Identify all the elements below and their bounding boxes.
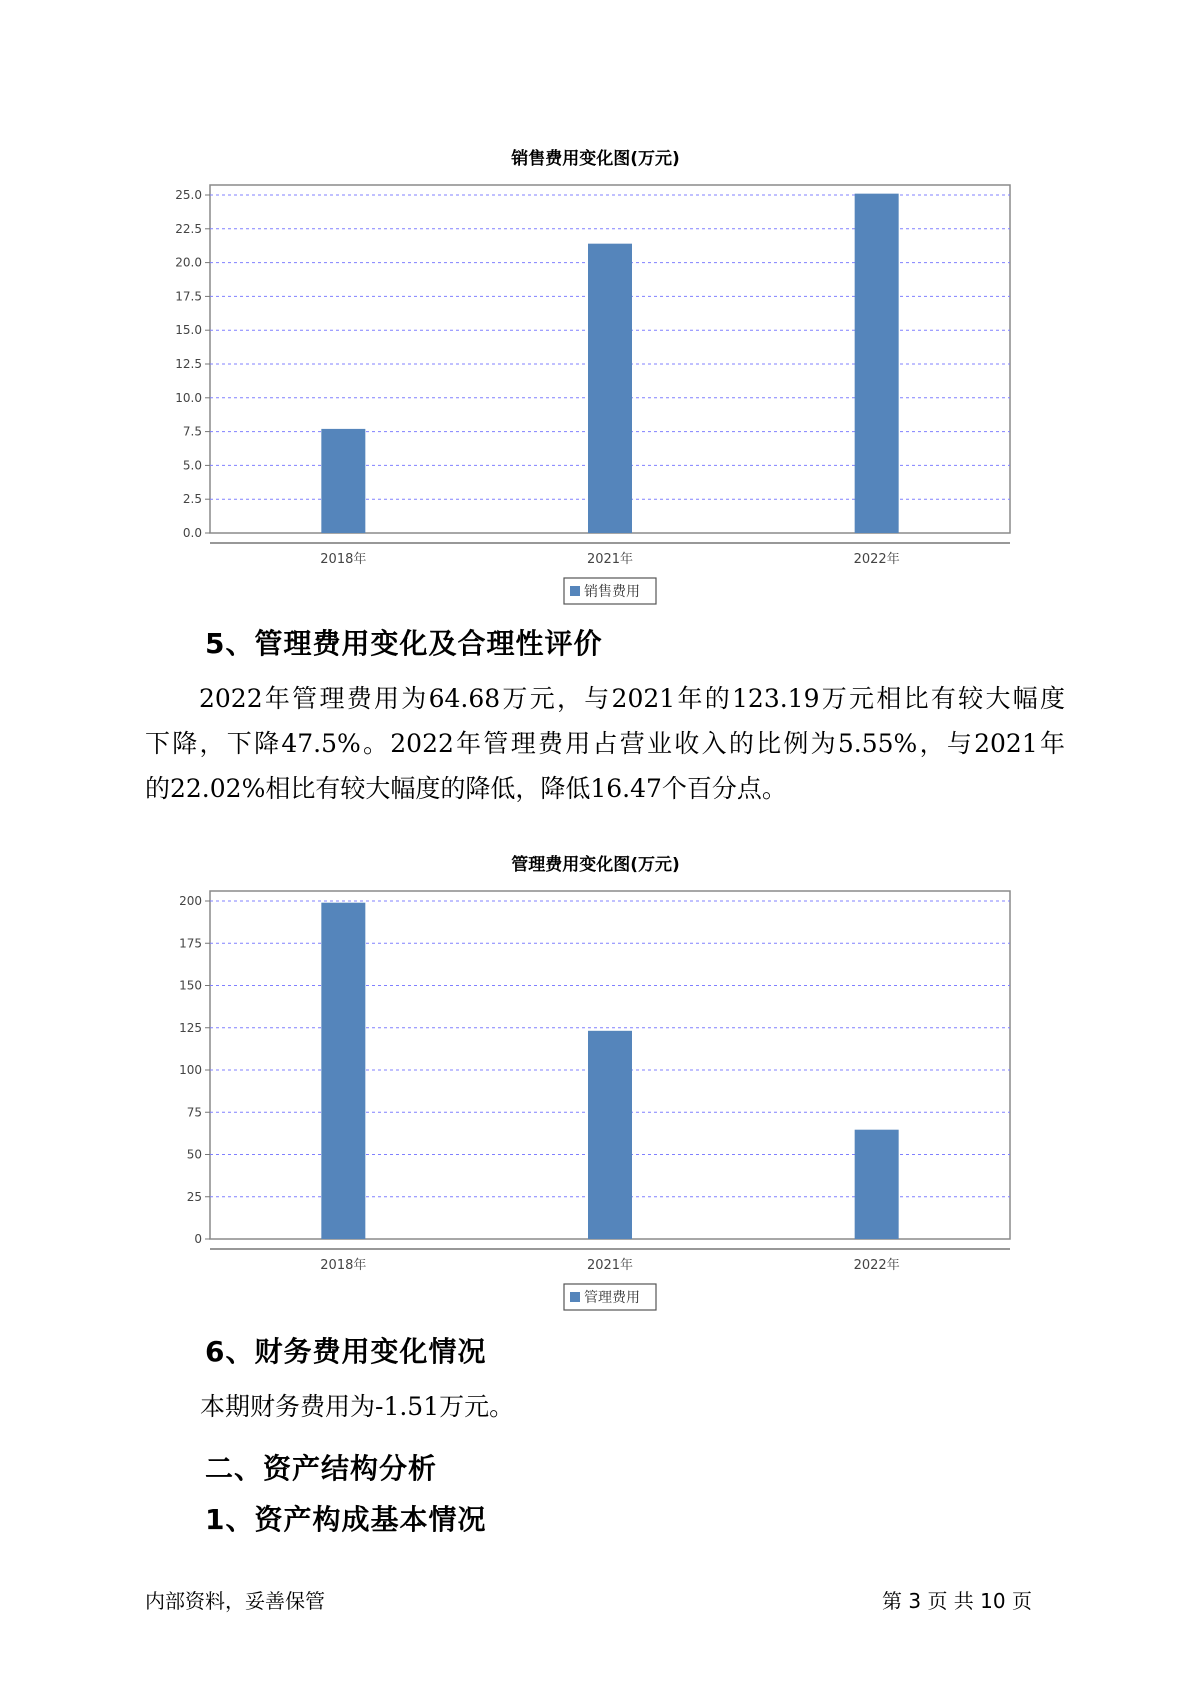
- y-tick-label: 12.5: [175, 357, 202, 371]
- y-tick-label: 22.5: [175, 221, 202, 236]
- y-tick-label: 7.5: [182, 424, 202, 439]
- y-tick-label: 175: [179, 936, 202, 951]
- y-tick-label: 10.0: [175, 390, 202, 405]
- x-tick-label: 2021年: [586, 552, 634, 567]
- sales-expense-chart: [0, 140, 1191, 600]
- bar: [588, 244, 632, 533]
- section-heading-finance: 6、财务费用变化情况: [205, 1335, 487, 1368]
- y-tick-label: 5.0: [182, 458, 202, 473]
- y-tick-label: 17.5: [175, 289, 202, 304]
- legend-label: 管理费用: [584, 1290, 640, 1306]
- management-expense-chart: [0, 846, 1191, 1306]
- chart-title: 销售费用变化图(万元): [511, 149, 680, 169]
- para-line: 下降，下降47.5%。2022年管理费用占营业收入的比例为5.55%，与2021年: [145, 729, 1065, 758]
- para-line: 2022年管理费用为64.68万元，与2021年的123.19万元相比有较大幅度: [199, 684, 1065, 713]
- bar: [321, 903, 365, 1239]
- y-tick-label: 15.0: [175, 323, 202, 338]
- legend-swatch: [570, 1292, 580, 1302]
- chart-plot: [0, 876, 1191, 1316]
- section-heading-asset-composition: 1、资产构成基本情况: [205, 1503, 487, 1536]
- bar: [588, 1031, 632, 1239]
- legend-swatch: [570, 586, 580, 596]
- finance-paragraph: [200, 1384, 1000, 1429]
- x-tick-label: 2018年: [320, 1258, 367, 1273]
- legend-label: 销售费用: [584, 584, 640, 600]
- y-tick-label: 50: [186, 1147, 202, 1162]
- chart-title: 管理费用变化图(万元): [511, 855, 680, 875]
- y-tick-label: 75: [186, 1105, 202, 1120]
- mgmt-paragraph: [145, 676, 1065, 811]
- y-tick-label: 25: [186, 1189, 202, 1204]
- footer-confidential: 内部资料，妥善保管: [145, 1589, 325, 1613]
- footer-page-number: 第 3 页 共 10 页: [882, 1589, 1032, 1613]
- bar: [855, 1130, 899, 1239]
- section-heading-assets: 二、资产结构分析: [205, 1452, 438, 1485]
- y-tick-label: 150: [179, 978, 202, 993]
- y-tick-label: 125: [179, 1020, 202, 1035]
- section-heading-mgmt: 5、管理费用变化及合理性评价: [205, 627, 603, 660]
- y-tick-label: 20.0: [175, 255, 202, 270]
- y-tick-label: 2.5: [182, 492, 202, 507]
- y-tick-label: 0.0: [182, 526, 202, 540]
- x-tick-label: 2021年: [586, 1258, 634, 1273]
- x-tick-label: 2022年: [853, 552, 900, 567]
- chart-plot: [0, 170, 1191, 610]
- y-tick-label: 0: [194, 1232, 202, 1246]
- y-tick-label: 25.0: [175, 188, 202, 202]
- y-tick-label: 200: [179, 894, 202, 908]
- bar: [321, 429, 365, 533]
- y-tick-label: 100: [179, 1063, 202, 1077]
- bar: [855, 194, 899, 533]
- x-tick-label: 2022年: [853, 1258, 900, 1273]
- x-tick-label: 2018年: [320, 552, 367, 567]
- para-line: 本期财务费用为-1.51万元。: [200, 1392, 515, 1421]
- para-line: 的22.02%相比有较大幅度的降低，降低16.47个百分点。: [145, 774, 787, 803]
